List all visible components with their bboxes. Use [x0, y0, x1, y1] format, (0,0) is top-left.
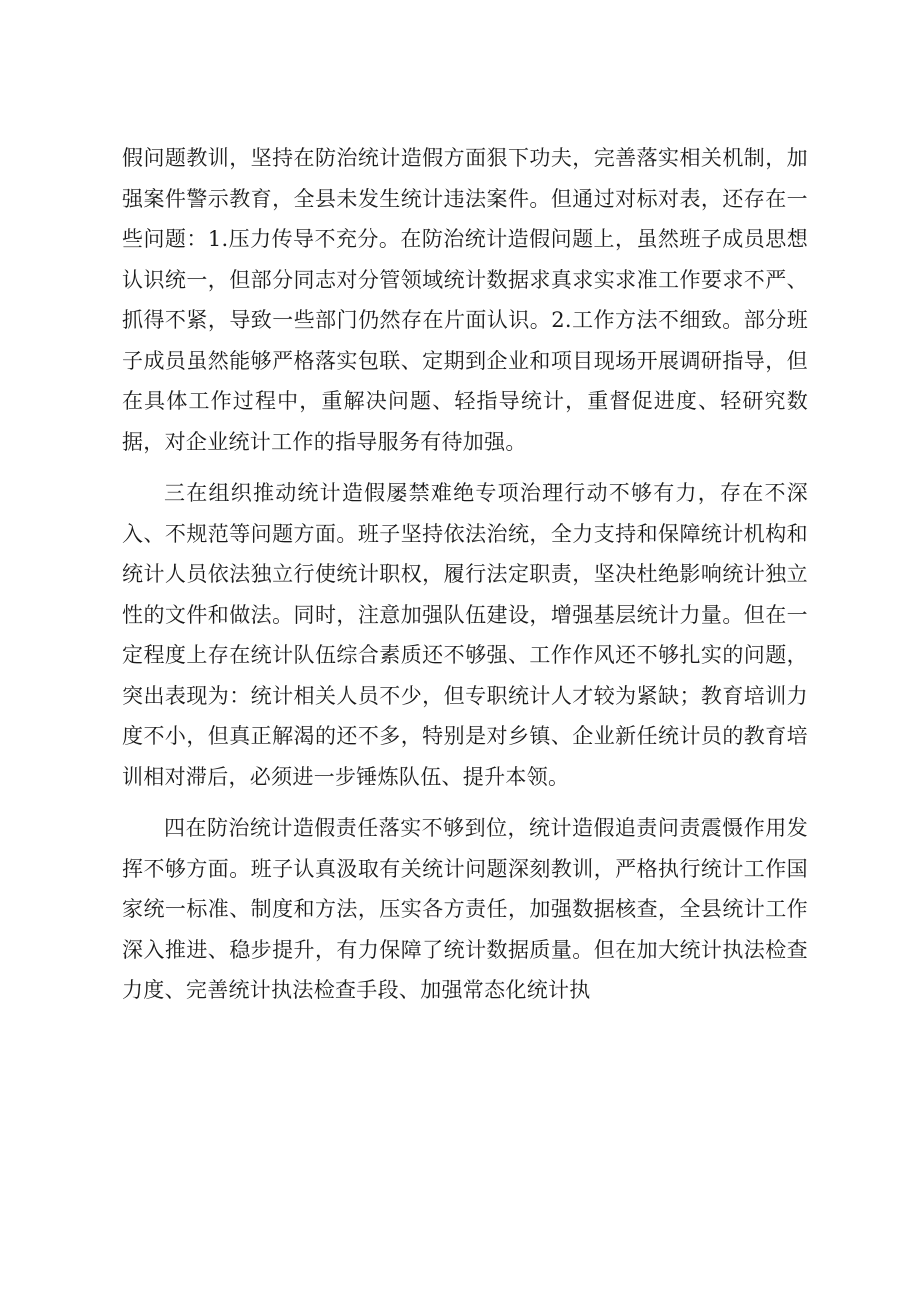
paragraph-section-three: 三在组织推动统计造假屡禁难绝专项治理行动不够有力，存在不深入、不规范等问题方面。班子坚持依法治统，全力支持和保障统计机构和统计人员依法独立行使统计职权，履行法定职责，坚决杜绝影响统计独立性的文件和做法。同时，注意加强队伍建设，增强基层统计力量。但在一定程度上存在统计队伍综合素质还不够强、工作作风还不够扎实的问题，突出表现为：统计相关人员不少，但专职统计人才较为紧缺；教育培训力度不小，但真正解渴的还不多，特别是对乡镇、企业新任统计员的教育培训相对滞后，必须进一步锤炼队伍、提升本领。 [122, 481, 808, 789]
paragraph-continuation: 假问题教训，坚持在防治统计造假方面狠下功夫，完善落实相关机制，加强案件警示教育，全县未发生统计违法案件。但通过对标对表，还存在一些问题：1.压力传导不充分。在防治统计造假问题上，虽然班子成员思想认识统一，但部分同志对分管领域统计数据求真求实求准工作要求不严、抓得不紧，导致一些部门仍然存在片面认识。2.工作方法不细致。部分班子成员虽然能够严格落实包联、定期到企业和项目现场开展调研指导，但在具体工作过程中，重解决问题、轻指导统计，重督促进度、轻研究数据，对企业统计工作的指导服务有待加强。 [122, 146, 808, 454]
paragraph-section-four: 四在防治统计造假责任落实不够到位，统计造假追责问责震慑作用发挥不够方面。班子认真汲取有关统计问题深刻教训，严格执行统计工作国家统一标准、制度和方法，压实各方责任，加强数据核查，全县统计工作深入推进、稳步提升，有力保障了统计数据质量。但在加大统计执法检查力度、完善统计执法检查手段、加强常态化统计执 [122, 816, 808, 1002]
document-body [122, 138, 808, 1022]
